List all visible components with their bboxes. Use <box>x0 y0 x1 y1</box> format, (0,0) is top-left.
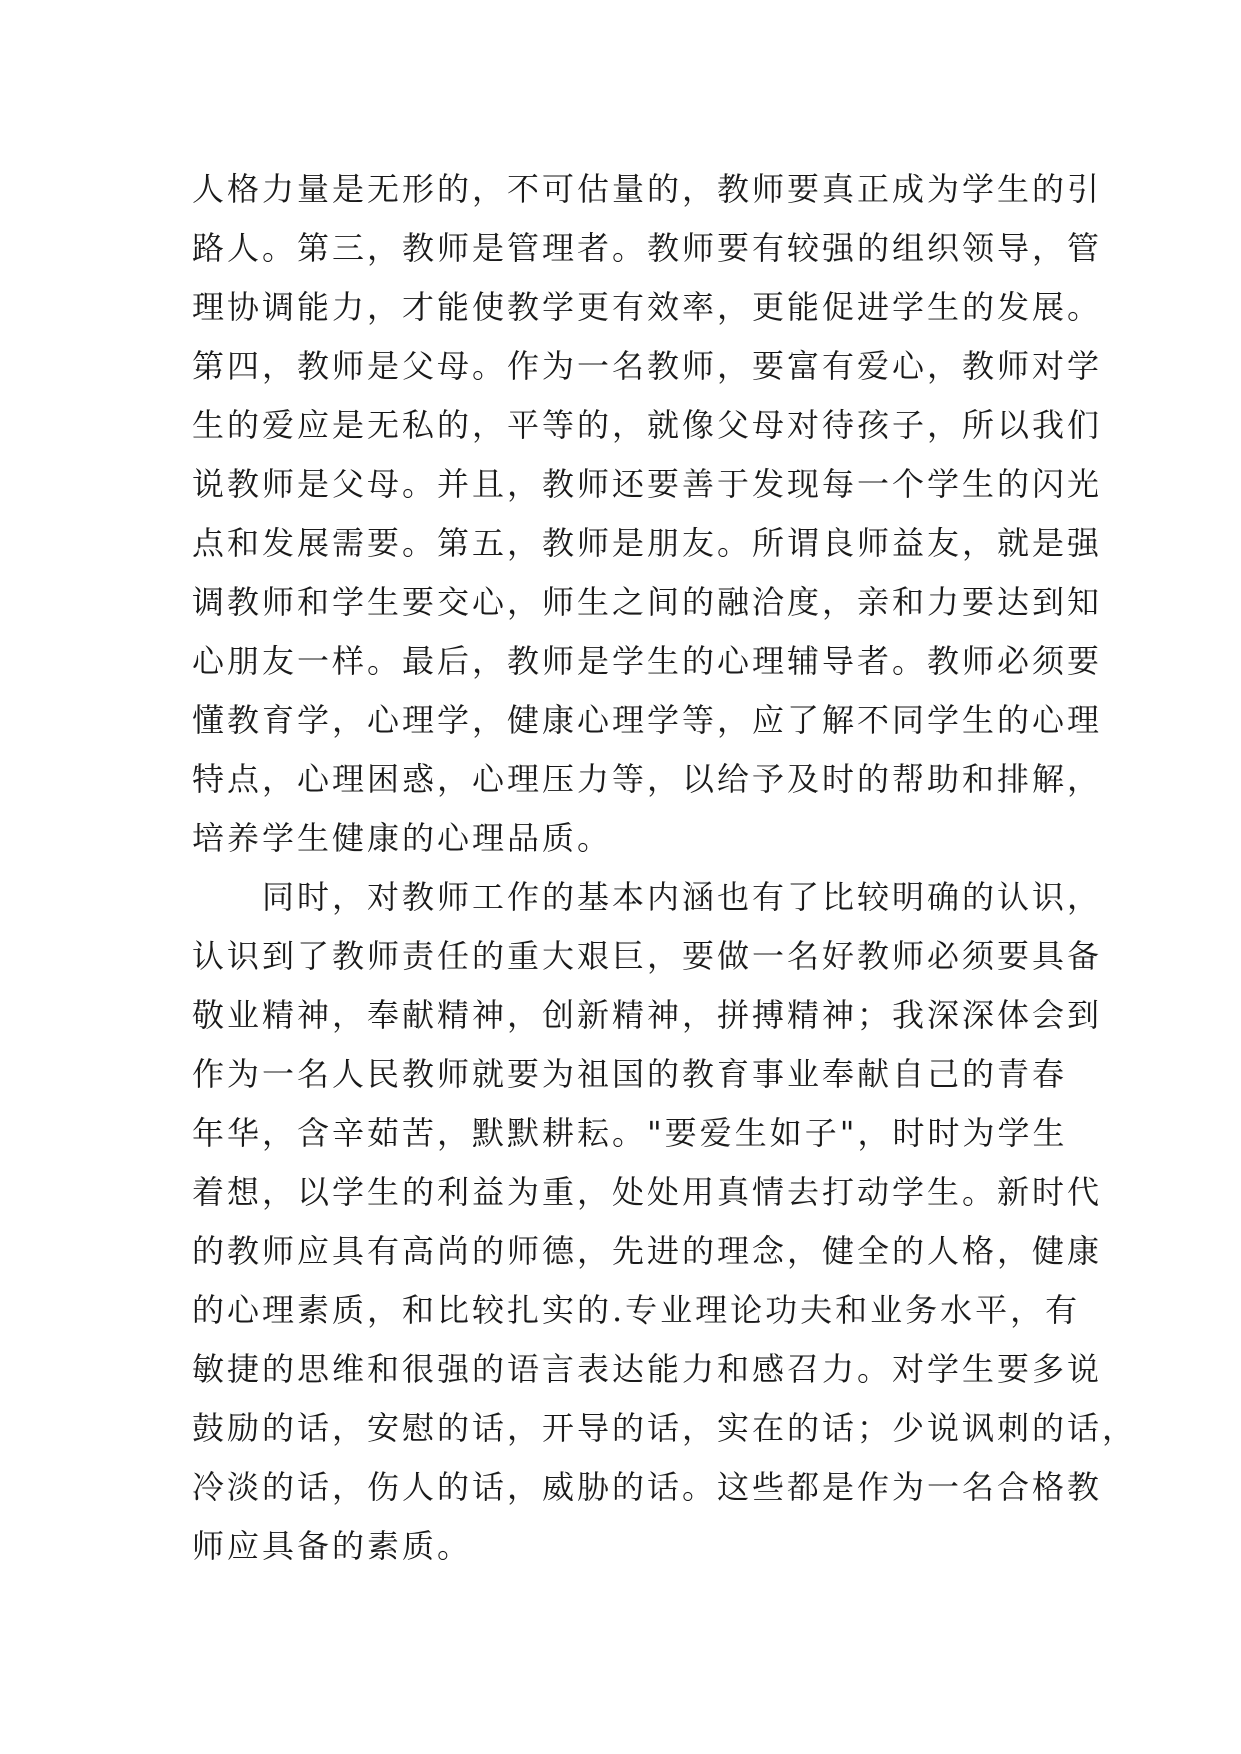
text-line: 师应具备的素质。 <box>192 1527 473 1565</box>
text-line: 理协调能力，才能使教学更有效率，更能促进学生的发展。 <box>192 288 1103 326</box>
text-line: 鼓励的话，安慰的话，开导的话，实在的话；少说讽刺的话， <box>192 1409 1138 1447</box>
text-line: 第四，教师是父母。作为一名教师，要富有爱心，教师对学 <box>192 347 1103 385</box>
text-line: 生的爱应是无私的，平等的，就像父母对待孩子，所以我们 <box>192 406 1103 444</box>
text-line: 点和发展需要。第五，教师是朋友。所谓良师益友，就是强 <box>192 524 1103 562</box>
text-line: 的心理素质，和比较扎实的.专业理论功夫和业务水平，有 <box>192 1291 1081 1329</box>
text-line: 同时，对教师工作的基本内涵也有了比较明确的认识， <box>262 878 1103 916</box>
text-line: 路人。第三，教师是管理者。教师要有较强的组织领导，管 <box>192 229 1103 267</box>
text-line: 的教师应具有高尚的师德，先进的理念，健全的人格，健康 <box>192 1232 1103 1270</box>
document-body <box>192 160 1138 1576</box>
text-line: 冷淡的话，伤人的话，威胁的话。这些都是作为一名合格教 <box>192 1468 1103 1506</box>
text-line: 懂教育学，心理学，健康心理学等，应了解不同学生的心理 <box>192 701 1103 739</box>
text-line: 年华，含辛茹苦，默默耕耘。"要爱生如子"，时时为学生 <box>192 1114 1068 1152</box>
text-line: 培养学生健康的心理品质。 <box>192 819 613 857</box>
text-line: 特点，心理困惑，心理压力等，以给予及时的帮助和排解， <box>192 760 1103 798</box>
paragraph-1 <box>192 160 1103 868</box>
text-line: 敏捷的思维和很强的语言表达能力和感召力。对学生要多说 <box>192 1350 1103 1388</box>
text-line: 调教师和学生要交心，师生之间的融洽度，亲和力要达到知 <box>192 583 1103 621</box>
text-line: 人格力量是无形的，不可估量的，教师要真正成为学生的引 <box>192 170 1103 208</box>
paragraph-2 <box>192 868 1138 1576</box>
text-line: 作为一名人民教师就要为祖国的教育事业奉献自己的青春 <box>192 1055 1068 1093</box>
text-line: 说教师是父母。并且，教师还要善于发现每一个学生的闪光 <box>192 465 1103 503</box>
text-line: 敬业精神，奉献精神，创新精神，拼搏精神；我深深体会到 <box>192 996 1103 1034</box>
text-line: 心朋友一样。最后，教师是学生的心理辅导者。教师必须要 <box>192 642 1103 680</box>
text-line: 认识到了教师责任的重大艰巨，要做一名好教师必须要具备 <box>192 937 1103 975</box>
text-line: 着想，以学生的利益为重，处处用真情去打动学生。新时代 <box>192 1173 1103 1211</box>
